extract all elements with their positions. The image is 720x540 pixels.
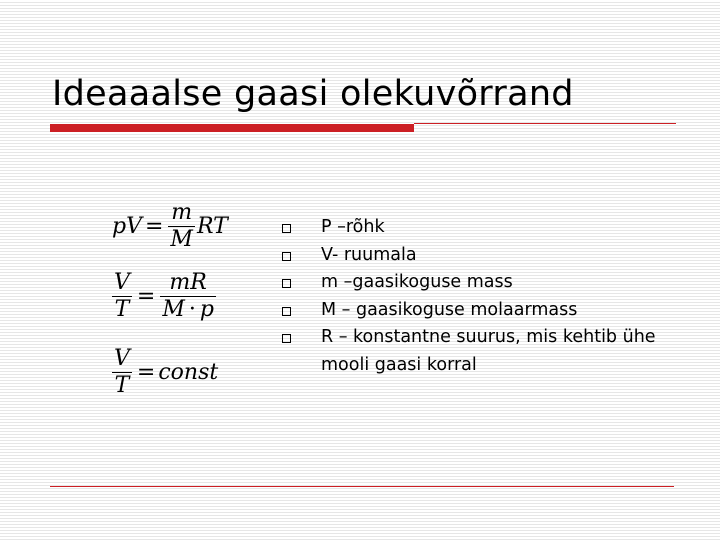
formula-pv: pV [112, 214, 142, 239]
denominator-m: M [162, 297, 185, 322]
fraction-v-over-t [112, 270, 132, 323]
equals-sign: = [136, 360, 156, 385]
equals-sign: = [144, 214, 164, 239]
bullet-item-gas-constant [282, 324, 672, 379]
bullet-item-pressure [282, 214, 672, 242]
footer-divider [50, 486, 674, 487]
formula-const: const [158, 360, 219, 385]
bullet-text: P –rõhk [321, 217, 385, 237]
fraction-numerator: V [114, 346, 130, 371]
fraction-denominator: M [170, 227, 193, 252]
bullet-text: V- ruumala [321, 244, 417, 265]
hollow-square-bullet-icon [282, 279, 291, 288]
fraction-numerator: mR [169, 270, 207, 295]
hollow-square-bullet-icon [282, 334, 291, 343]
slide-title: Ideaaalse gaasi olekuvõrrand [52, 74, 574, 114]
formula-v-over-t-const [110, 346, 218, 399]
multiplication-dot: · [188, 297, 196, 322]
fraction-mr-over-mp [160, 270, 216, 323]
fraction-denominator: T [114, 373, 130, 398]
denominator-p: p [199, 297, 214, 322]
fraction-denominator: T [114, 297, 130, 322]
bullet-item-molar-mass [282, 297, 672, 325]
hollow-square-bullet-icon [282, 307, 291, 316]
bullet-list [282, 214, 672, 379]
equals-sign: = [136, 284, 156, 309]
formula-ideal-gas-law [112, 200, 228, 253]
title-accent-bar [50, 124, 414, 132]
fraction-v-over-t [112, 346, 132, 399]
formula-v-over-t-ratio [110, 270, 218, 323]
fraction-m-over-M [168, 200, 195, 253]
title-underline [414, 123, 676, 124]
fraction-numerator: m [171, 200, 193, 225]
fraction-denominator [160, 297, 216, 323]
hollow-square-bullet-icon [282, 252, 291, 261]
formula-block [108, 196, 268, 416]
fraction-numerator: V [114, 270, 130, 295]
bullet-item-mass [282, 269, 672, 297]
bullet-text: M – gaasikoguse molaarmass [321, 299, 578, 320]
bullet-text: m –gaasikoguse mass [321, 272, 513, 292]
bullet-item-volume [282, 242, 672, 270]
formula-rt: RT [196, 214, 228, 239]
hollow-square-bullet-icon [282, 224, 291, 233]
bullet-text: R – konstantne suurus, mis kehtib ühe mooli gaasi korral [321, 327, 656, 375]
